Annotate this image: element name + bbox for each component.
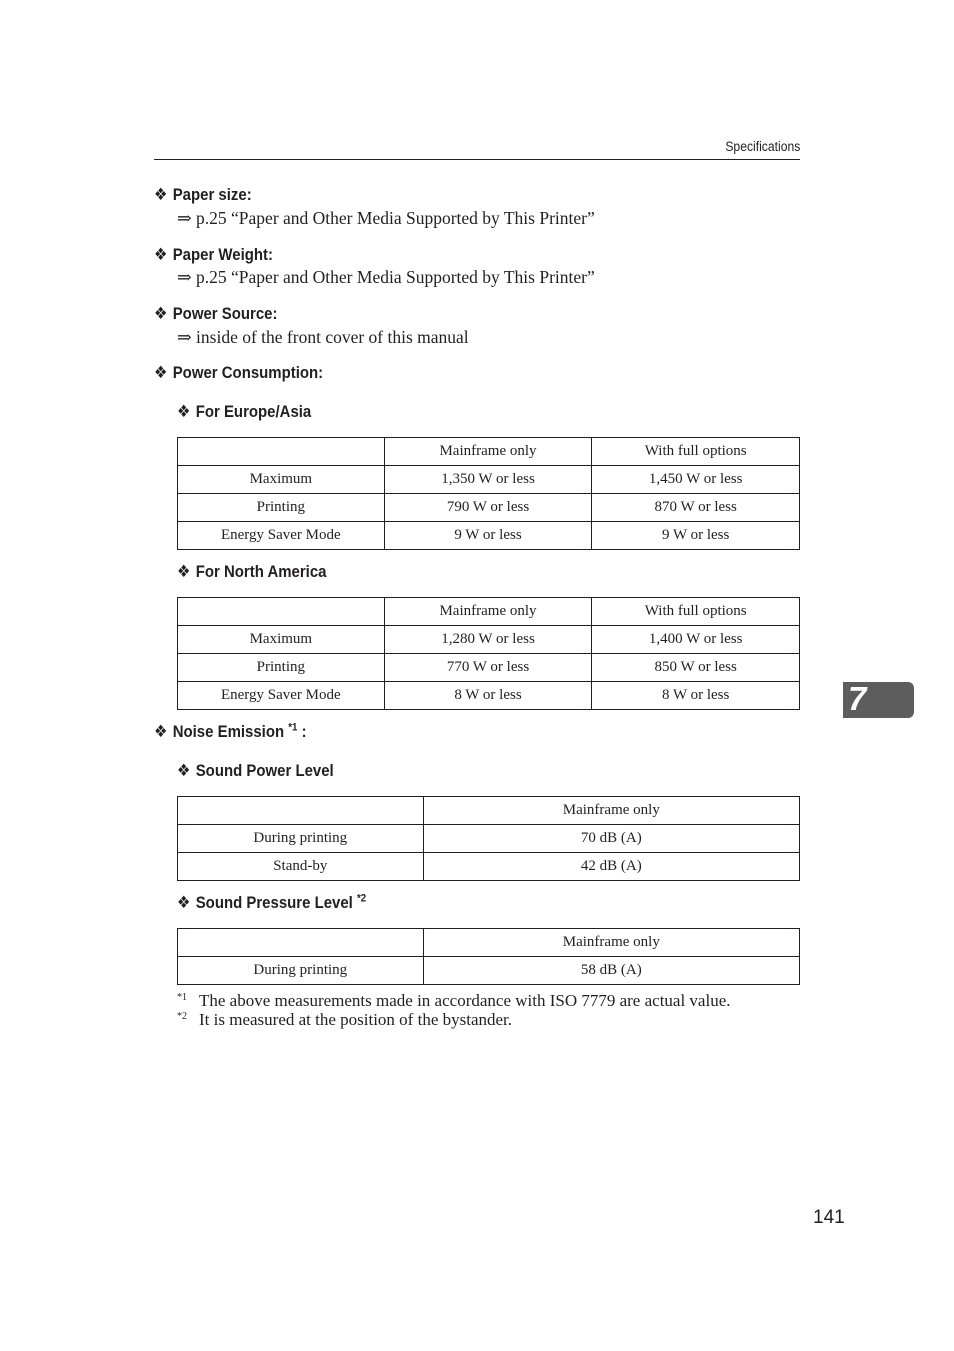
table-cell: Energy Saver Mode: [178, 522, 385, 550]
table-cell: 9 W or less: [592, 522, 800, 550]
table-cell: Maximum: [178, 626, 385, 654]
page-number: 141: [813, 1207, 845, 1228]
footnote-mark: *2: [177, 1011, 187, 1022]
table-row: [178, 466, 800, 494]
table-cell: 870 W or less: [592, 494, 800, 522]
heading-paper-size: ❖ Paper size:: [154, 185, 252, 204]
sound-power-table: [177, 796, 800, 881]
heading-north-america: ❖ For North America: [177, 562, 327, 581]
paper-size-reference-link[interactable]: ⇒ p.25 “Paper and Other Media Supported by This Printer”: [177, 208, 595, 228]
table-header-row: [178, 438, 800, 466]
table-cell: 58 dB (A): [423, 957, 799, 985]
table-row: [178, 494, 800, 522]
power-table-europe: [177, 437, 800, 550]
footnote-ref-2[interactable]: *2: [357, 892, 367, 905]
table-cell: 8 W or less: [592, 682, 800, 710]
running-header: Specifications: [725, 139, 800, 154]
table-cell: 8 W or less: [384, 682, 592, 710]
table-header-cell: [178, 438, 385, 466]
power-table-north-america: [177, 597, 800, 710]
table-header-cell: [178, 929, 424, 957]
table-header-row: [178, 598, 800, 626]
table-row: [178, 626, 800, 654]
table-cell: 1,450 W or less: [592, 466, 800, 494]
table-header-cell: Mainframe only: [384, 598, 592, 626]
bullet-diamond-icon: ❖: [154, 304, 168, 323]
bullet-diamond-icon: ❖: [154, 245, 168, 264]
bullet-diamond-icon: ❖: [154, 185, 168, 204]
table-cell: Maximum: [178, 466, 385, 494]
heading-noise-emission: ❖ Noise Emission $^{*1}$ :: [154, 721, 307, 741]
header-rule: [154, 159, 800, 160]
table-row: [178, 654, 800, 682]
table-header-cell: With full options: [592, 598, 800, 626]
heading-power-source: ❖ Power Source:: [154, 304, 278, 323]
table-row: [178, 957, 800, 985]
table-header-cell: [178, 797, 424, 825]
paper-weight-reference-link[interactable]: ⇒ p.25 “Paper and Other Media Supported by This Printer”: [177, 267, 595, 287]
table-cell: 1,350 W or less: [384, 466, 592, 494]
footnote-ref-1[interactable]: *1: [288, 721, 298, 734]
bullet-diamond-icon: ❖: [154, 722, 168, 741]
table-cell: 850 W or less: [592, 654, 800, 682]
table-row: [178, 682, 800, 710]
table-row: [178, 853, 800, 881]
table-cell: Energy Saver Mode: [178, 682, 385, 710]
heading-sound-pressure-level: ❖ Sound Pressure Level $^{*2}$: [177, 892, 367, 912]
table-cell: 790 W or less: [384, 494, 592, 522]
footnote-2: [177, 1010, 512, 1030]
table-cell: 770 W or less: [384, 654, 592, 682]
table-cell: Stand-by: [178, 853, 424, 881]
bullet-diamond-icon: ❖: [177, 402, 191, 421]
table-header-cell: With full options: [592, 438, 800, 466]
table-header-cell: [178, 598, 385, 626]
footnote-mark: *1: [177, 992, 187, 1003]
footnote-1: [177, 991, 731, 1011]
heading-paper-weight: ❖ Paper Weight:: [154, 245, 274, 264]
bullet-diamond-icon: ❖: [177, 562, 191, 581]
table-row: [178, 825, 800, 853]
bullet-diamond-icon: ❖: [154, 363, 168, 382]
table-cell: During printing: [178, 957, 424, 985]
table-header-cell: Mainframe only: [423, 929, 799, 957]
table-cell: 9 W or less: [384, 522, 592, 550]
heading-europe-asia: ❖ For Europe/Asia: [177, 402, 312, 421]
sound-pressure-table: [177, 928, 800, 985]
table-cell: Printing: [178, 654, 385, 682]
table-header-cell: Mainframe only: [423, 797, 799, 825]
power-source-reference-link[interactable]: ⇒ inside of the front cover of this manual: [177, 327, 469, 347]
table-cell: 42 dB (A): [423, 853, 799, 881]
table-cell: Printing: [178, 494, 385, 522]
table-cell: 1,280 W or less: [384, 626, 592, 654]
chapter-number: 7: [848, 680, 867, 717]
table-header-cell: Mainframe only: [384, 438, 592, 466]
table-cell: 1,400 W or less: [592, 626, 800, 654]
table-header-row: [178, 929, 800, 957]
table-cell: During printing: [178, 825, 424, 853]
table-cell: 70 dB (A): [423, 825, 799, 853]
bullet-diamond-icon: ❖: [177, 893, 191, 912]
bullet-diamond-icon: ❖: [177, 761, 191, 780]
table-header-row: [178, 797, 800, 825]
table-row: [178, 522, 800, 550]
heading-sound-power-level: ❖ Sound Power Level: [177, 761, 334, 780]
footnote-text: It is measured at the position of the bystander.: [199, 1010, 513, 1029]
heading-power-consumption: ❖ Power Consumption:: [154, 363, 324, 382]
footnote-text: The above measurements made in accordance with ISO 7779 are actual value.: [199, 991, 731, 1010]
chapter-tab[interactable]: [843, 682, 914, 718]
